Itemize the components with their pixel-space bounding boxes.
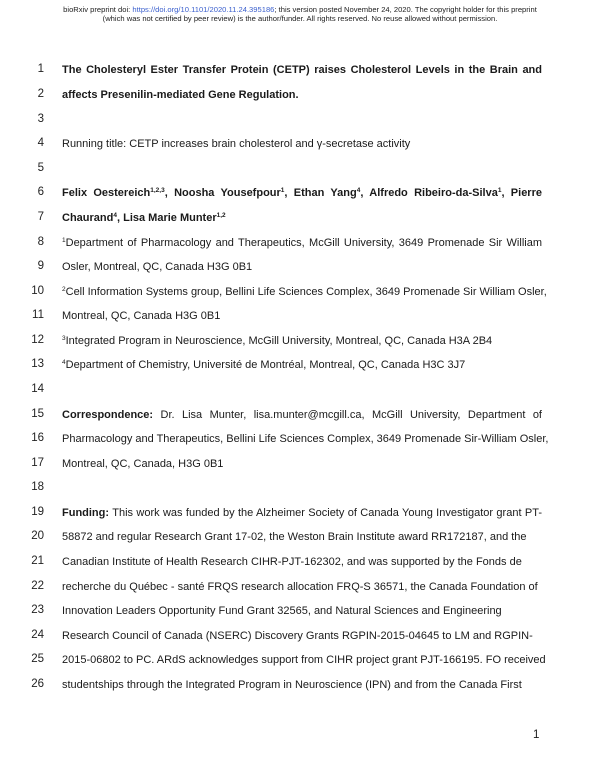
line-number: 13: [31, 358, 44, 370]
funding-line-7: 2015-06802 to PC. ARdS acknowledges support from CIHR project grant PJT-166195. FO received: [62, 654, 546, 666]
correspondence-label: Correspondence:: [62, 409, 154, 421]
funding-line-8: studentships through the Integrated Program in Neuroscience (IPN) and from the Canada First: [62, 679, 522, 691]
affiliation-1-line-1: $^1$Department of Pharmacology and Therapeutics, McGill University, 3649 Promenade Sir William: [62, 237, 542, 249]
affiliation-2-line-2: Montreal, QC, Canada H3G 0B1: [62, 310, 221, 322]
line-number: 4: [37, 137, 44, 149]
title-line-2: affects Presenilin-mediated Gene Regulation.: [62, 89, 299, 101]
author-name: Alfredo Ribeiro-da-Silva: [369, 187, 498, 199]
line-number: 1: [37, 63, 44, 75]
line-number: 20: [31, 530, 44, 542]
line-number: 21: [31, 555, 44, 567]
affiliation-4: $^4$Department of Chemistry, Université de Montréal, Montreal, QC, Canada H3C 3J7: [62, 359, 466, 371]
line-number: 10: [31, 285, 44, 297]
line-number: 14: [31, 383, 44, 395]
author-name: Pierre: [510, 187, 542, 199]
doi-link[interactable]: https://doi.org/10.1101/2020.11.24.395186: [132, 5, 275, 14]
running-title: Running title: CETP increases brain cholesterol and γ-secretase activity: [62, 138, 411, 150]
funding-line-2: 58872 and regular Research Grant 17-02, the Weston Brain Institute award RR172187, and the: [62, 531, 527, 543]
affiliation-3: $^3$Integrated Program in Neuroscience, McGill University, Montreal, QC, Canada H3A 2B4: [62, 335, 493, 347]
affiliation-1-line-2: Osler, Montreal, QC, Canada H3G 0B1: [62, 261, 253, 273]
preprint-header: [0, 5, 600, 23]
line-number: 23: [31, 604, 44, 616]
line-number: 8: [37, 236, 44, 248]
line-number: 11: [32, 309, 44, 321]
line-number: 3: [37, 113, 44, 125]
page-number: 1: [533, 729, 540, 741]
correspondence-line-3: Montreal, QC, Canada, H3G 0B1: [62, 458, 224, 470]
author-list-line-2: Chaurand$^4$, Lisa Marie Munter$^{1,2}$: [62, 212, 226, 224]
line-number: 7: [37, 211, 44, 223]
line-number: 2: [37, 88, 44, 100]
funding-label: Funding:: [62, 507, 110, 519]
line-number: 5: [37, 162, 44, 174]
line-number: 15: [31, 408, 44, 420]
correspondence-line-2: Pharmacology and Therapeutics, Bellini Life Sciences Complex, 3649 Promenade Sir-William Osler,: [62, 433, 549, 445]
author-name: Lisa Marie Munter: [123, 212, 217, 224]
line-number: 24: [31, 629, 44, 641]
line-number: 9: [37, 260, 44, 272]
line-number: 25: [31, 653, 44, 665]
line-number: 12: [31, 334, 44, 346]
funding-line-4: recherche du Québec - santé FRQS research allocation FRQ-S 36571, the Canada Foundation of: [62, 581, 538, 593]
funding-line-1: Funding: This work was funded by the Alzheimer Society of Canada Young Investigator grant PT-: [62, 507, 542, 519]
funding-line-6: Research Council of Canada (NSERC) Discovery Grants RGPIN-2015-04645 to LM and RGPIN-: [62, 630, 533, 642]
preprint-header-line-1: bioRxiv preprint doi: https://doi.org/10.1101/2020.11.24.395186; this version posted November 24, 2020. The copyright holder for this preprint: [63, 5, 537, 14]
affiliation-2-line-1: $^2$Cell Information Systems group, Bellini Life Sciences Complex, 3649 Promenade Sir William Osler,: [62, 286, 547, 298]
funding-line-3: Canadian Institute of Health Research CIHR-PJT-162302, and was supported by the Fonds de: [62, 556, 522, 568]
author-list-line-1: Felix Oestereich$^{1,2,3}$, Noosha Yousefpour$^1$, Ethan Yang$^4$, Alfredo Ribeiro-da-Silva$^1$, Pierre: [62, 187, 542, 199]
author-name: Chaurand: [62, 212, 114, 224]
line-number: 19: [31, 506, 44, 518]
author-name: Noosha Yousefpour: [174, 187, 281, 199]
line-number: 6: [37, 186, 44, 198]
line-number: 26: [31, 678, 44, 690]
line-number: 16: [31, 432, 44, 444]
author-name: Felix Oestereich: [62, 187, 151, 199]
author-name: Ethan Yang: [293, 187, 357, 199]
preprint-header-line-2: (which was not certified by peer review) is the author/funder. All rights reserved. No reuse allowed without permission.: [102, 14, 498, 23]
line-number: 17: [31, 457, 44, 469]
title-line-1: The Cholesteryl Ester Transfer Protein (CETP) raises Cholesterol Levels in the Brain and: [62, 64, 542, 76]
funding-line-5: Innovation Leaders Opportunity Fund Grant 32565, and Natural Sciences and Engineering: [62, 605, 502, 617]
correspondence-line-1: Correspondence: Dr. Lisa Munter, lisa.munter@mcgill.ca, McGill University, Department of: [62, 409, 542, 421]
line-number: 18: [31, 481, 44, 493]
line-number: 22: [31, 580, 44, 592]
